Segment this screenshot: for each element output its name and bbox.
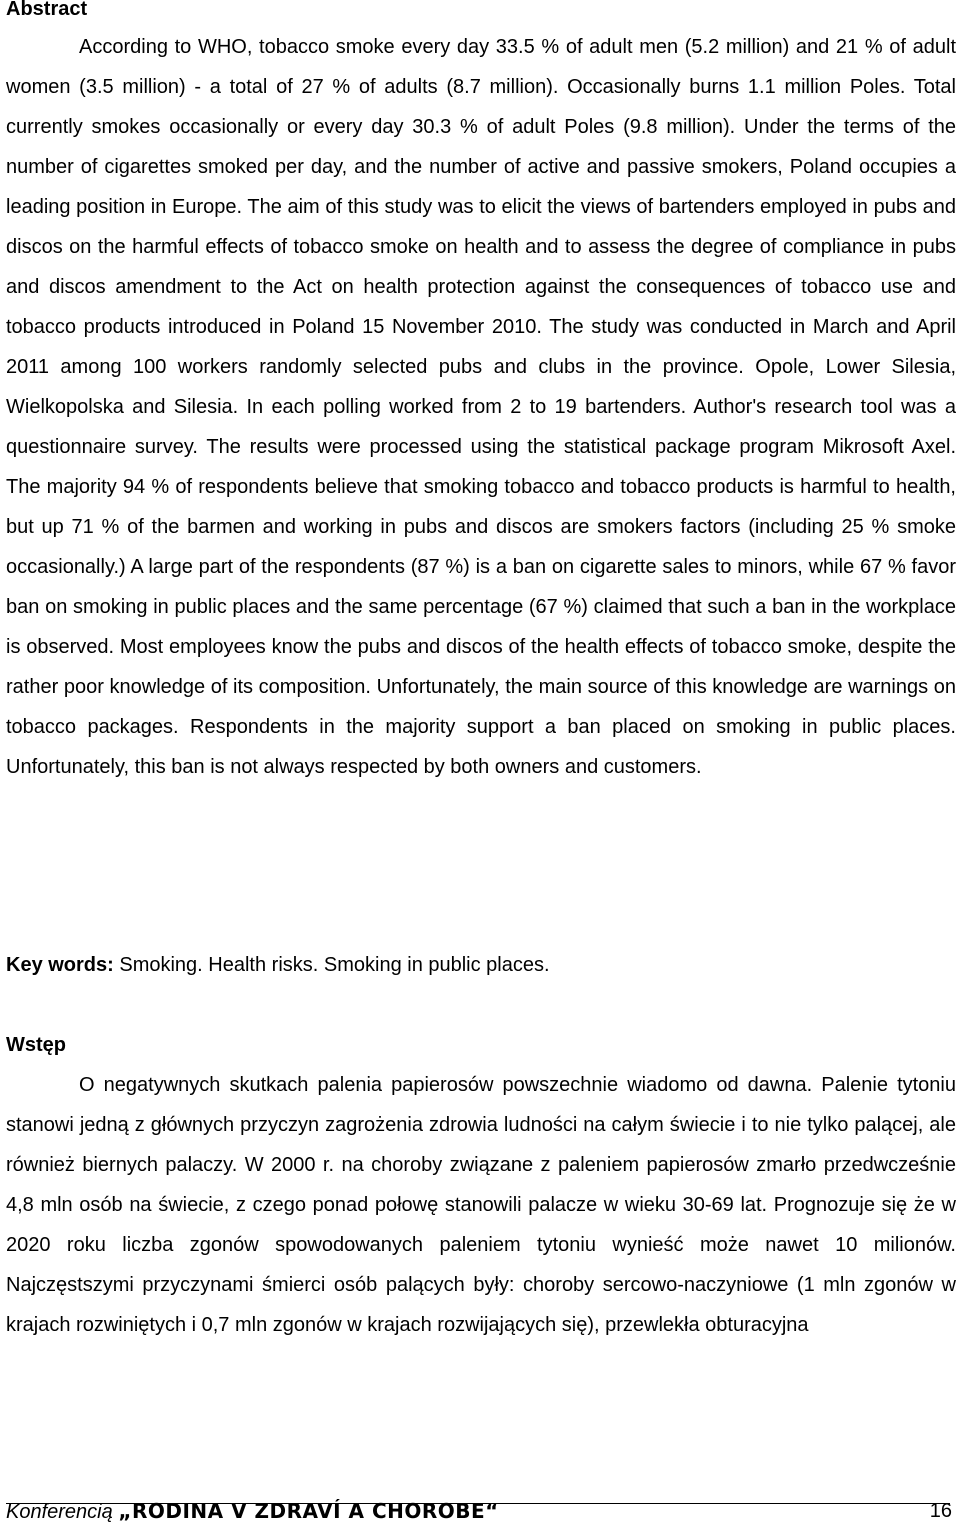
page-footer xyxy=(6,1500,952,1522)
keywords-text: Smoking. Health risks. Smoking in public places. xyxy=(113,954,550,976)
abstract-paragraph: According to WHO, tobacco smoke every day 33.5 % of adult men (5.2 million) and 21 % of adult women (3.5 million) - a total of 27 % of adults (8.7 million). Occasionally burns 1.1 million Poles. Total currently smokes occasionally or every day 30.3 % of adult Poles (9.8 million). Under the terms of the number of cigarettes smoked per day, and the number of active and passive smokers, Poland occupies a leading position in Europe. The aim of this study was to elicit the views of bartenders employed in pubs and discos on the harmful effects of tobacco smoke on health and to assess the degree of compliance in pubs and discos amendment to the Act on health protection against the consequences of tobacco use and tobacco products introduced in Poland 15 November 2010. The study was conducted in March and April 2011 among 100 workers randomly selected pubs and clubs in the province. Opole, Lower Silesia, Wielkopolska and Silesia. In each polling worked from 2 to 19 bartenders. Author's research tool was a questionnaire survey. The results were processed using the statistical package program Mikrosoft Axel. The majority 94 % of respondents believe that smoking tobacco and tobacco products is harmful to health, but up 71 % of the barmen and working in pubs and discos are smokers factors (including 25 % smoke occasionally.) A large part of the respondents (87 %) is a ban on cigarette sales to minors, while 67 % favor ban on smoking in public places and the same percentage (67 %) claimed that such a ban in the workplace is observed. Most employees know the pubs and discos of the health effects of tobacco smoke, despite the rather poor knowledge of its composition. Unfortunately, the main source of this knowledge are warnings on tobacco packages. Respondents in the majority support a ban placed on smoking in public places. Unfortunately, this ban is not always respected by both owners and customers. xyxy=(6,36,956,778)
footer-prefix: Konferencią xyxy=(6,1501,113,1523)
keywords-label: Key words: xyxy=(6,954,114,976)
abstract-heading: Abstract xyxy=(6,0,88,20)
wstep-paragraph: O negatywnych skutkach palenia papierosów powszechnie wiadomo od dawna. Palenie tytoniu stanowi jedną z głównych przyczyn zagrożenia zdrowia ludności na całym świecie i to nie tylko palącej, ale również biernych palaczy. W 2000 r. na choroby związane z paleniem papierosów zmarło przedwcześnie 4,8 mln osób na świecie, z czego ponad połowę stanowili palacze w wieku 30-69 lat. Prognozuje się że w 2020 roku liczba zgonów spowodowanych paleniem tytoniu wynieść może nawet 10 milionów. Najczęstszymi przyczynami śmierci osób palących były: choroby sercowo-naczyniowe (1 mln zgonów w krajach rozwiniętych i 0,7 mln zgonów w krajach rozwijających się), przewlekła obturacyjna xyxy=(6,1074,956,1336)
document-page xyxy=(6,0,956,787)
page-number: 16 xyxy=(929,1500,952,1522)
footer-conference-name: „RODINA V ZDRAVÍ A CHOROBE“ xyxy=(118,1499,499,1523)
keywords-line xyxy=(6,945,956,985)
section-heading-wstep: Wstęp xyxy=(6,1034,66,1056)
